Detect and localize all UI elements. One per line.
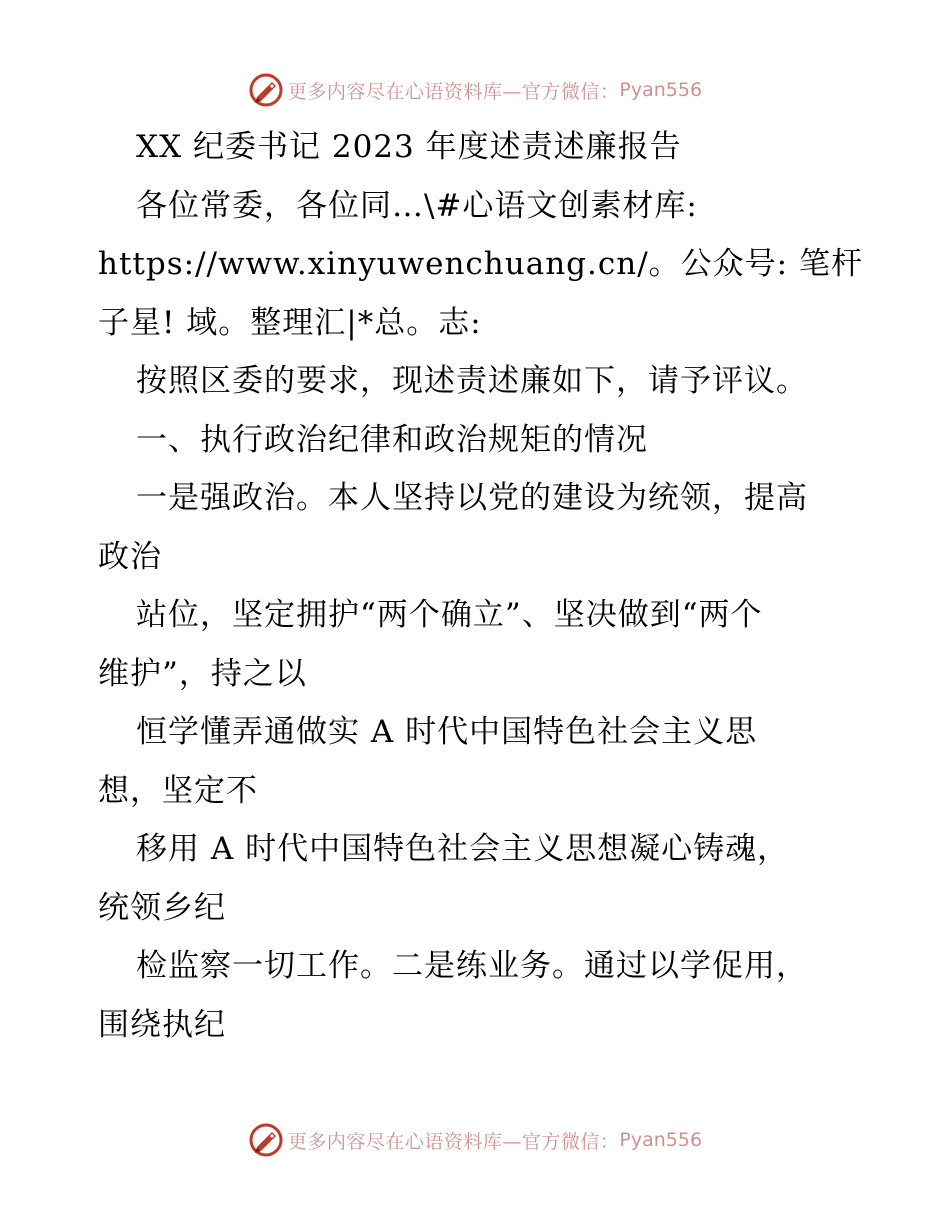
header-banner-text: 更多内容尽在心语资料库—官方微信： [287, 80, 620, 103]
text-line: 移用 A 时代中国特色社会主义思想凝心铸魂， [136, 831, 790, 867]
document-title: XX 纪委书记 2023 年度述责述廉报告 [136, 129, 682, 165]
header-banner-handle: Pyan556 [619, 79, 703, 101]
text-line: https://www.xinyuwenchuang.cn/。公众号: 笔杆 [98, 246, 863, 282]
footer-banner-text: 更多内容尽在心语资料库—官方微信： [287, 1130, 620, 1153]
text-line: 子星! 域。整理汇|*总。志: [98, 304, 482, 341]
text-line: 想，坚定不 [98, 772, 258, 809]
footer-banner-handle: Pyan556 [619, 1129, 703, 1151]
text-line: 统领乡纪 [98, 889, 226, 926]
header-banner [0, 68, 950, 112]
footer-banner [0, 1118, 950, 1162]
text-line: 政治 [98, 538, 162, 575]
document-body [98, 118, 863, 1054]
text-line: 恒学懂弄通做实 A 时代中国特色社会主义思 [136, 714, 758, 750]
section-heading: 一、执行政治纪律和政治规矩的情况 [136, 421, 648, 458]
text-line: 按照区委的要求，现述责述廉如下，请予评议。 [136, 363, 808, 399]
pen-logo-icon [248, 72, 284, 108]
text-line: 围绕执纪 [98, 1006, 226, 1043]
text-line: 各位常委，各位同…\#心语文创素材库: [136, 187, 698, 224]
text-line: 一是强政治。本人坚持以党的建设为统领，提高 [136, 480, 808, 516]
text-line: 站位，坚定拥护“两个确立”、坚决做到“两个 [136, 597, 763, 633]
pen-logo-icon [248, 1122, 284, 1158]
text-line: 维护”，持之以 [98, 655, 307, 692]
text-line: 检监察一切工作。二是练业务。通过以学促用， [136, 948, 808, 984]
